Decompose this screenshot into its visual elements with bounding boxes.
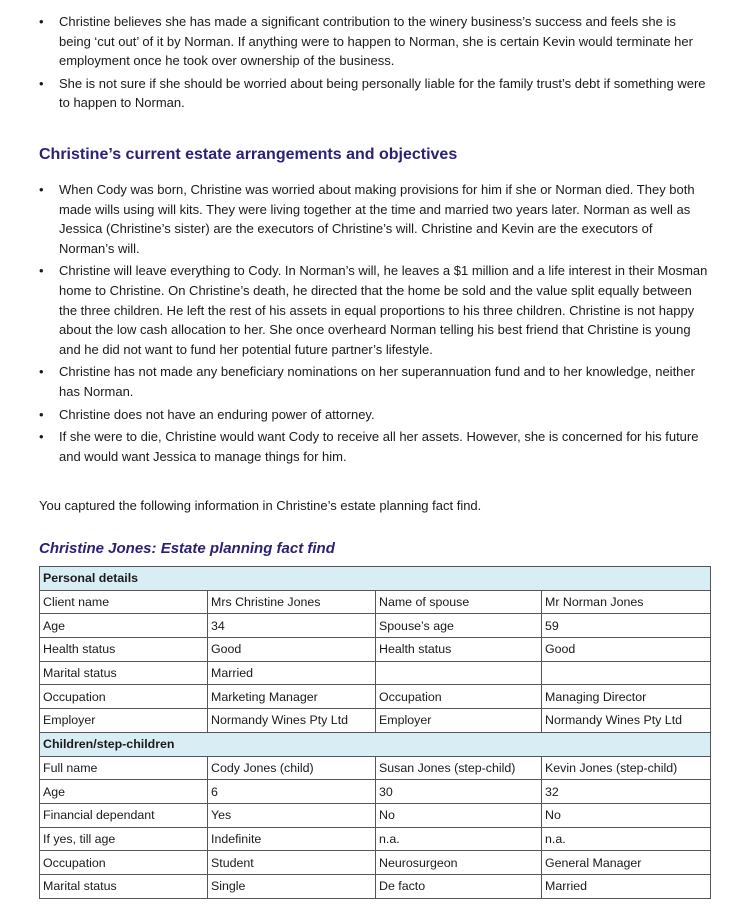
table-cell: Indefinite — [208, 827, 376, 851]
table-cell: General Manager — [542, 851, 711, 875]
table-cell: Mrs Christine Jones — [208, 590, 376, 614]
table-cell: Yes — [208, 803, 376, 827]
table-cell: 34 — [208, 614, 376, 638]
table-cell: Occupation — [40, 685, 208, 709]
table-row — [40, 851, 711, 875]
table-cell: Married — [208, 661, 376, 685]
table-cell: Age — [40, 614, 208, 638]
table-row — [40, 780, 711, 804]
table-row — [40, 756, 711, 780]
table-cell: Student — [208, 851, 376, 875]
section-header-cell: Children/step-children — [40, 732, 711, 756]
fact-find-title: Christine Jones: Estate planning fact find — [39, 540, 335, 557]
table-cell: Kevin Jones (step-child) — [542, 756, 711, 780]
table-cell: Cody Jones (child) — [208, 756, 376, 780]
table-cell: 30 — [376, 780, 542, 804]
table-cell: Age — [40, 780, 208, 804]
table-row — [40, 803, 711, 827]
table-cell: Mr Norman Jones — [542, 590, 711, 614]
bullet-item: • When Cody was born, Christine was worried about making provisions for him if she or Norman died. They both made wills using will kits. They were living together at the time and married two years later. Norman as well as Jessica (Christine’s sister) are the executors of Christine’s will. Christine and Kevin are the executors of Norman’s will. — [39, 180, 709, 258]
table-cell: No — [542, 803, 711, 827]
bullet-item: • Christine believes she has made a significant contribution to the winery business’s success and feels she is being ‘cut out’ of it by Norman. If anything were to happen to Norman, she is certain Kevin would terminate her employment once he took over ownership of the business. — [39, 12, 709, 71]
table-cell: No — [376, 803, 542, 827]
table-cell: If yes, till age — [40, 827, 208, 851]
fact-find-table — [39, 566, 711, 899]
table-row — [40, 661, 711, 685]
table-row — [40, 614, 711, 638]
table-row — [40, 685, 711, 709]
table-row — [40, 827, 711, 851]
table-cell: Health status — [40, 638, 208, 662]
bullet-item: • If she were to die, Christine would want Cody to receive all her assets. However, she is concerned for his future and would want Jessica to manage things for him. — [39, 427, 709, 466]
table-cell: Occupation — [376, 685, 542, 709]
table-cell — [376, 661, 542, 685]
table-cell: Marital status — [40, 661, 208, 685]
table-cell: 6 — [208, 780, 376, 804]
bullet-list-concerns — [39, 12, 709, 116]
table-cell: Good — [208, 638, 376, 662]
table-cell: Good — [542, 638, 711, 662]
table-row — [40, 638, 711, 662]
table-cell: Financial dependant — [40, 803, 208, 827]
bullet-item: • She is not sure if she should be worried about being personally liable for the family trust’s debt if something were to happen to Norman. — [39, 74, 709, 113]
table-cell: Employer — [40, 709, 208, 733]
table-row — [40, 709, 711, 733]
table-cell: 32 — [542, 780, 711, 804]
table-cell: Occupation — [40, 851, 208, 875]
bullet-item: • Christine does not have an enduring power of attorney. — [39, 405, 709, 425]
section-heading: Christine’s current estate arrangements and objectives — [39, 146, 458, 163]
table-cell: n.a. — [542, 827, 711, 851]
bullet-list-estate — [39, 180, 709, 469]
table-cell: Client name — [40, 590, 208, 614]
table-cell: 59 — [542, 614, 711, 638]
table-cell: Married — [542, 874, 711, 898]
children-header — [40, 732, 711, 756]
bullet-item: • Christine will leave everything to Cody. In Norman’s will, he leaves a $1 million and a life interest in their Mosman home to Christine. On Christine’s death, he directed that the home be sold and the value split equally between the three children. He left the rest of his assets in equal proportions to his three children. Christine is not happy about the low cash allocation to her. She once overheard Norman telling his best friend that Christine is young and he did not want to fund her potential future partner’s lifestyle. — [39, 261, 709, 359]
table-cell: Spouse’s age — [376, 614, 542, 638]
bullet-item: • Christine has not made any beneficiary nominations on her superannuation fund and to her knowledge, neither has Norman. — [39, 362, 709, 401]
table-cell: Name of spouse — [376, 590, 542, 614]
table-cell: Single — [208, 874, 376, 898]
table-cell: Health status — [376, 638, 542, 662]
table-row — [40, 590, 711, 614]
section-header-cell: Personal details — [40, 567, 711, 591]
table-cell: Managing Director — [542, 685, 711, 709]
table-row — [40, 874, 711, 898]
table-cell: De facto — [376, 874, 542, 898]
table-cell: Neurosurgeon — [376, 851, 542, 875]
table-cell: Marital status — [40, 874, 208, 898]
table-cell: n.a. — [376, 827, 542, 851]
intro-paragraph: You captured the following information in Christine’s estate planning fact find. — [39, 498, 482, 513]
table-cell: Normandy Wines Pty Ltd — [208, 709, 376, 733]
table-cell: Full name — [40, 756, 208, 780]
table-cell: Employer — [376, 709, 542, 733]
table-cell — [542, 661, 711, 685]
table-cell: Marketing Manager — [208, 685, 376, 709]
personal-details-header — [40, 567, 711, 591]
table-cell: Susan Jones (step-child) — [376, 756, 542, 780]
table-cell: Normandy Wines Pty Ltd — [542, 709, 711, 733]
